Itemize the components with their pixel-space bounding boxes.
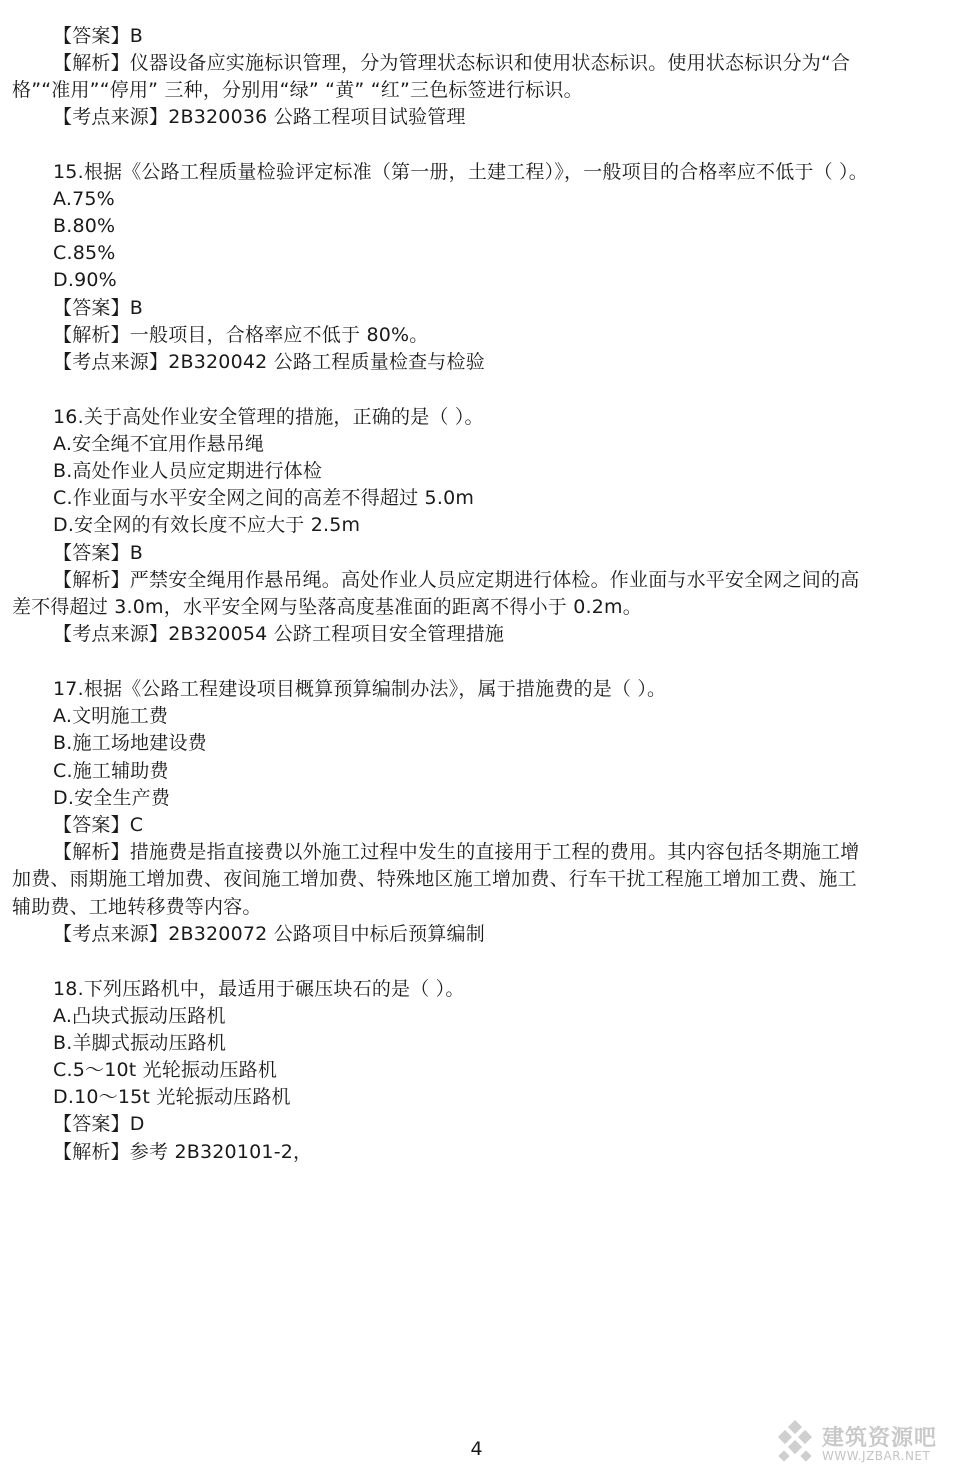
option-d: D.安全生产费 [53, 787, 171, 809]
source-line: 【考点来源】2B320042 公路工程质量检查与检验 [53, 351, 485, 373]
analysis-line: 【解析】措施费是指直接费以外施工过程中发生的直接用于工程的费用。其内容包括冬期施工增 [53, 841, 860, 863]
analysis-line: 【解析】参考 2B320101-2， [53, 1141, 313, 1163]
page-number: 4 [470, 1438, 483, 1460]
answer-line: 【答案】B [53, 25, 144, 47]
option-b: B.施工场地建设费 [53, 732, 207, 754]
option-b: B.羊脚式振动压路机 [53, 1032, 227, 1054]
option-c: C.施工辅助费 [53, 760, 169, 782]
analysis-line: 【解析】一般项目，合格率应不低于 80%。 [53, 324, 429, 346]
diamond-logo-icon [772, 1420, 818, 1466]
answer-line: 【答案】B [53, 297, 144, 319]
analysis-line: 【解析】严禁安全绳用作悬吊绳。高处作业人员应定期进行体检。作业面与水平安全网之间的高 [53, 569, 860, 591]
source-line: 【考点来源】2B320054 公跻工程项目安全管理措施 [53, 623, 505, 645]
option-a: A.文明施工费 [53, 705, 169, 727]
option-a: A.凸块式振动压路机 [53, 1005, 226, 1027]
option-a: A.安全绳不宜用作悬吊绳 [53, 433, 265, 455]
source-line: 【考点来源】2B320036 公路工程项目试验管理 [53, 106, 466, 128]
question-15: 15.根据《公路工程质量检验评定标准（第一册，土建工程）》，一般项目的合格率应不低于（ ）。 [53, 161, 868, 183]
source-line: 【考点来源】2B320072 公路项目中标后预算编制 [53, 923, 485, 945]
option-d: D.安全网的有效长度不应大于 2.5m [53, 514, 361, 536]
option-d: D.10～15t 光轮振动压路机 [53, 1086, 291, 1108]
option-b: B.80% [53, 215, 116, 237]
watermark-name: 建筑资源吧 [822, 1426, 938, 1451]
analysis-line-cont: 辅助费、工地转移费等内容。 [12, 896, 262, 918]
question-16: 16.关于高处作业安全管理的措施，正确的是（ ）。 [53, 406, 484, 428]
option-b: B.高处作业人员应定期进行体检 [53, 460, 323, 482]
answer-line: 【答案】C [53, 814, 144, 836]
analysis-line-cont: 格”“准用”“停用” 三种，分别用“绿” “黄” “红”三色标签进行标识。 [12, 79, 583, 101]
question-18: 18.下列压路机中，最适用于碾压块石的是（ ）。 [53, 978, 465, 1000]
option-a: A.75% [53, 188, 115, 210]
answer-line: 【答案】D [53, 1113, 145, 1135]
option-d: D.90% [53, 269, 117, 291]
question-17: 17.根据《公路工程建设项目概算预算编制办法》，属于措施费的是（ ）。 [53, 678, 667, 700]
option-c: C.作业面与水平安全网之间的高差不得超过 5.0m [53, 487, 475, 509]
analysis-line: 【解析】仪器设备应实施标识管理，分为管理状态标识和使用状态标识。使用状态标识分为“合 [53, 52, 851, 74]
option-c: C.5～10t 光轮振动压路机 [53, 1059, 278, 1081]
analysis-line-cont: 差不得超过 3.0m，水平安全网与坠落高度基准面的距离不得小于 0.2m。 [12, 596, 642, 618]
watermark [772, 1420, 948, 1470]
answer-line: 【答案】B [53, 542, 144, 564]
analysis-line-cont: 加费、雨期施工增加费、夜间施工增加费、特殊地区施工增加费、行车干扰工程施工增加工费、施工 [12, 868, 857, 890]
option-c: C.85% [53, 242, 116, 264]
watermark-url: WWW.JZBAR.NET [822, 1449, 931, 1463]
